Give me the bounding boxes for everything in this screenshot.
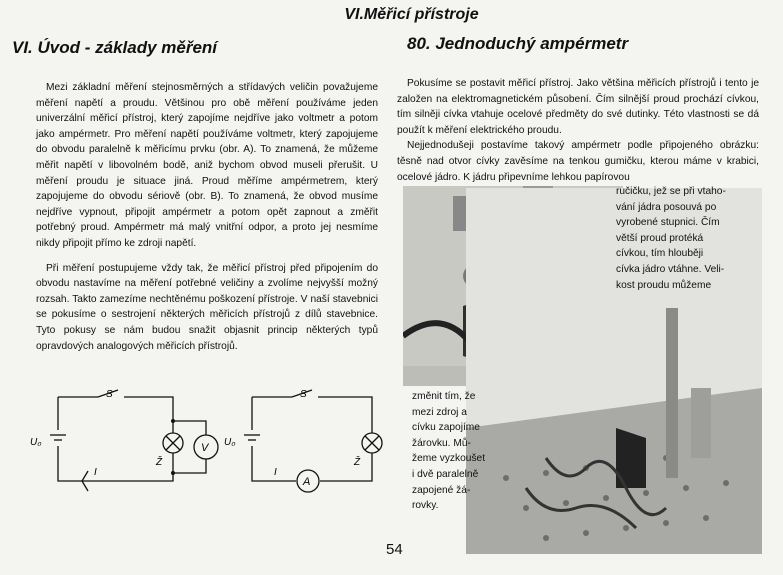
source-label: U₀ bbox=[224, 437, 236, 448]
section-title-left: VI. Úvod - základy měření bbox=[12, 38, 218, 57]
page-number: 54 bbox=[386, 541, 403, 558]
text-line: zapojené žá- bbox=[412, 484, 471, 496]
bulb-label: Ž bbox=[354, 457, 361, 468]
switch-label: S bbox=[106, 389, 113, 400]
text-line: cívka jádro vtáhne. Veli- bbox=[616, 263, 725, 275]
bulb-label: Ž bbox=[156, 457, 163, 468]
paragraph: Pokusíme se postavit měřicí přístroj. Jako většina měřicích přístrojů i tento je založen na elektromagnetickém působení. Čím silnější proud prochází cívkou, tím silněji cívka vtahuje ocelové předměty do své dutinky. Této vlastnosti se dá použít k měření elektrického proudu. bbox=[397, 78, 759, 136]
text-line: žeme vyzkoušet bbox=[412, 453, 486, 465]
source-label: U₀ bbox=[30, 437, 42, 448]
text-line: rovky. bbox=[412, 500, 439, 512]
text-line: cívku zapojíme bbox=[412, 422, 480, 434]
text-line: i dvě paralelně bbox=[412, 468, 479, 480]
ammeter-label: A bbox=[303, 476, 311, 488]
text-line: změnit tím, že bbox=[412, 391, 476, 402]
circuit-diagram-a bbox=[28, 383, 236, 508]
paragraph: Při měření postupujeme vždy tak, že měřicí přístroj před připojením do obvodu nastavíme na měření potřebné veličiny a zvolíme nejvyšší možný rozsah. Takto zamezíme nechtěnému poškození přístroje. V naší stavebnici se pokusíme o sestrojení některých měřicích přístrojů z dílů stavebnice. Tyto pokusy se nám budou snažit objasnit princip některých typů opravdových analogových měřicích přístrojů. bbox=[36, 262, 378, 352]
current-label: I bbox=[274, 467, 277, 478]
paragraph: Nejjednodušeji postavíme takový ampérmetr podle připojeného obrázku: těsně nad otvor cívky zavěsíme na tenkou gumičku, kterou máme v krabici, ocelové jádro. K jádru připevníme lehkou papírovou bbox=[397, 140, 759, 183]
text-line: větší proud protéká bbox=[616, 232, 704, 244]
text-line: ručičku, jež se při vtaho- bbox=[616, 186, 726, 197]
paragraph: Mezi základní měření stejnosměrných a střídavých veličin považujeme měření napětí a proudu. Většinou pro obě měření používáme jeden univerzální měřicí přístroj, který zapojíme nejdříve jako voltmetr a potom jako ampérmetr. Pro měření napětí používáme voltmetr, který zapojujeme do obvodu paralelně k měřicímu prvku (obr. A). To znamená, že můžeme měřit napětí v libovolném bodě, aniž bychom obvod museli přerušit. U měření proudu je situace jiná. Proud měříme ampérmetrem, který zapojujeme do obvodu sériově (obr. B). To znamená, že obvod musíme nejdříve vypnout, připojit ampérmetr a potom opět zapnout a změřit potřebný proud. Ampérmetr má malý vnitřní odpor, a proto jej nesmíme nikdy připojit přímo ke zdroji napětí. bbox=[36, 82, 378, 249]
text-line: kost proudu můžeme bbox=[616, 279, 712, 291]
text-line: vyrobené stupnici. Čím bbox=[616, 217, 720, 229]
text-line: vání jádra posouvá po bbox=[616, 201, 717, 213]
right-wrap-text-top bbox=[616, 184, 762, 293]
voltmeter-label: V bbox=[201, 442, 209, 454]
page-header: VI.Měřicí přístroje bbox=[344, 6, 479, 23]
text-line: cívkou, tím hlouběji bbox=[616, 248, 704, 260]
current-label: I bbox=[94, 467, 97, 478]
right-column-text bbox=[397, 76, 759, 185]
left-column-text bbox=[36, 80, 378, 363]
right-wrap-text-bottom bbox=[412, 389, 498, 514]
section-title-right: 80. Jednoduchý ampérmetr bbox=[407, 34, 629, 53]
circuit-diagram-b bbox=[222, 383, 392, 513]
switch-label: S bbox=[300, 389, 307, 400]
text-line: mezi zdroj a bbox=[412, 406, 467, 418]
text-line: žárovku. Mů- bbox=[412, 437, 471, 449]
